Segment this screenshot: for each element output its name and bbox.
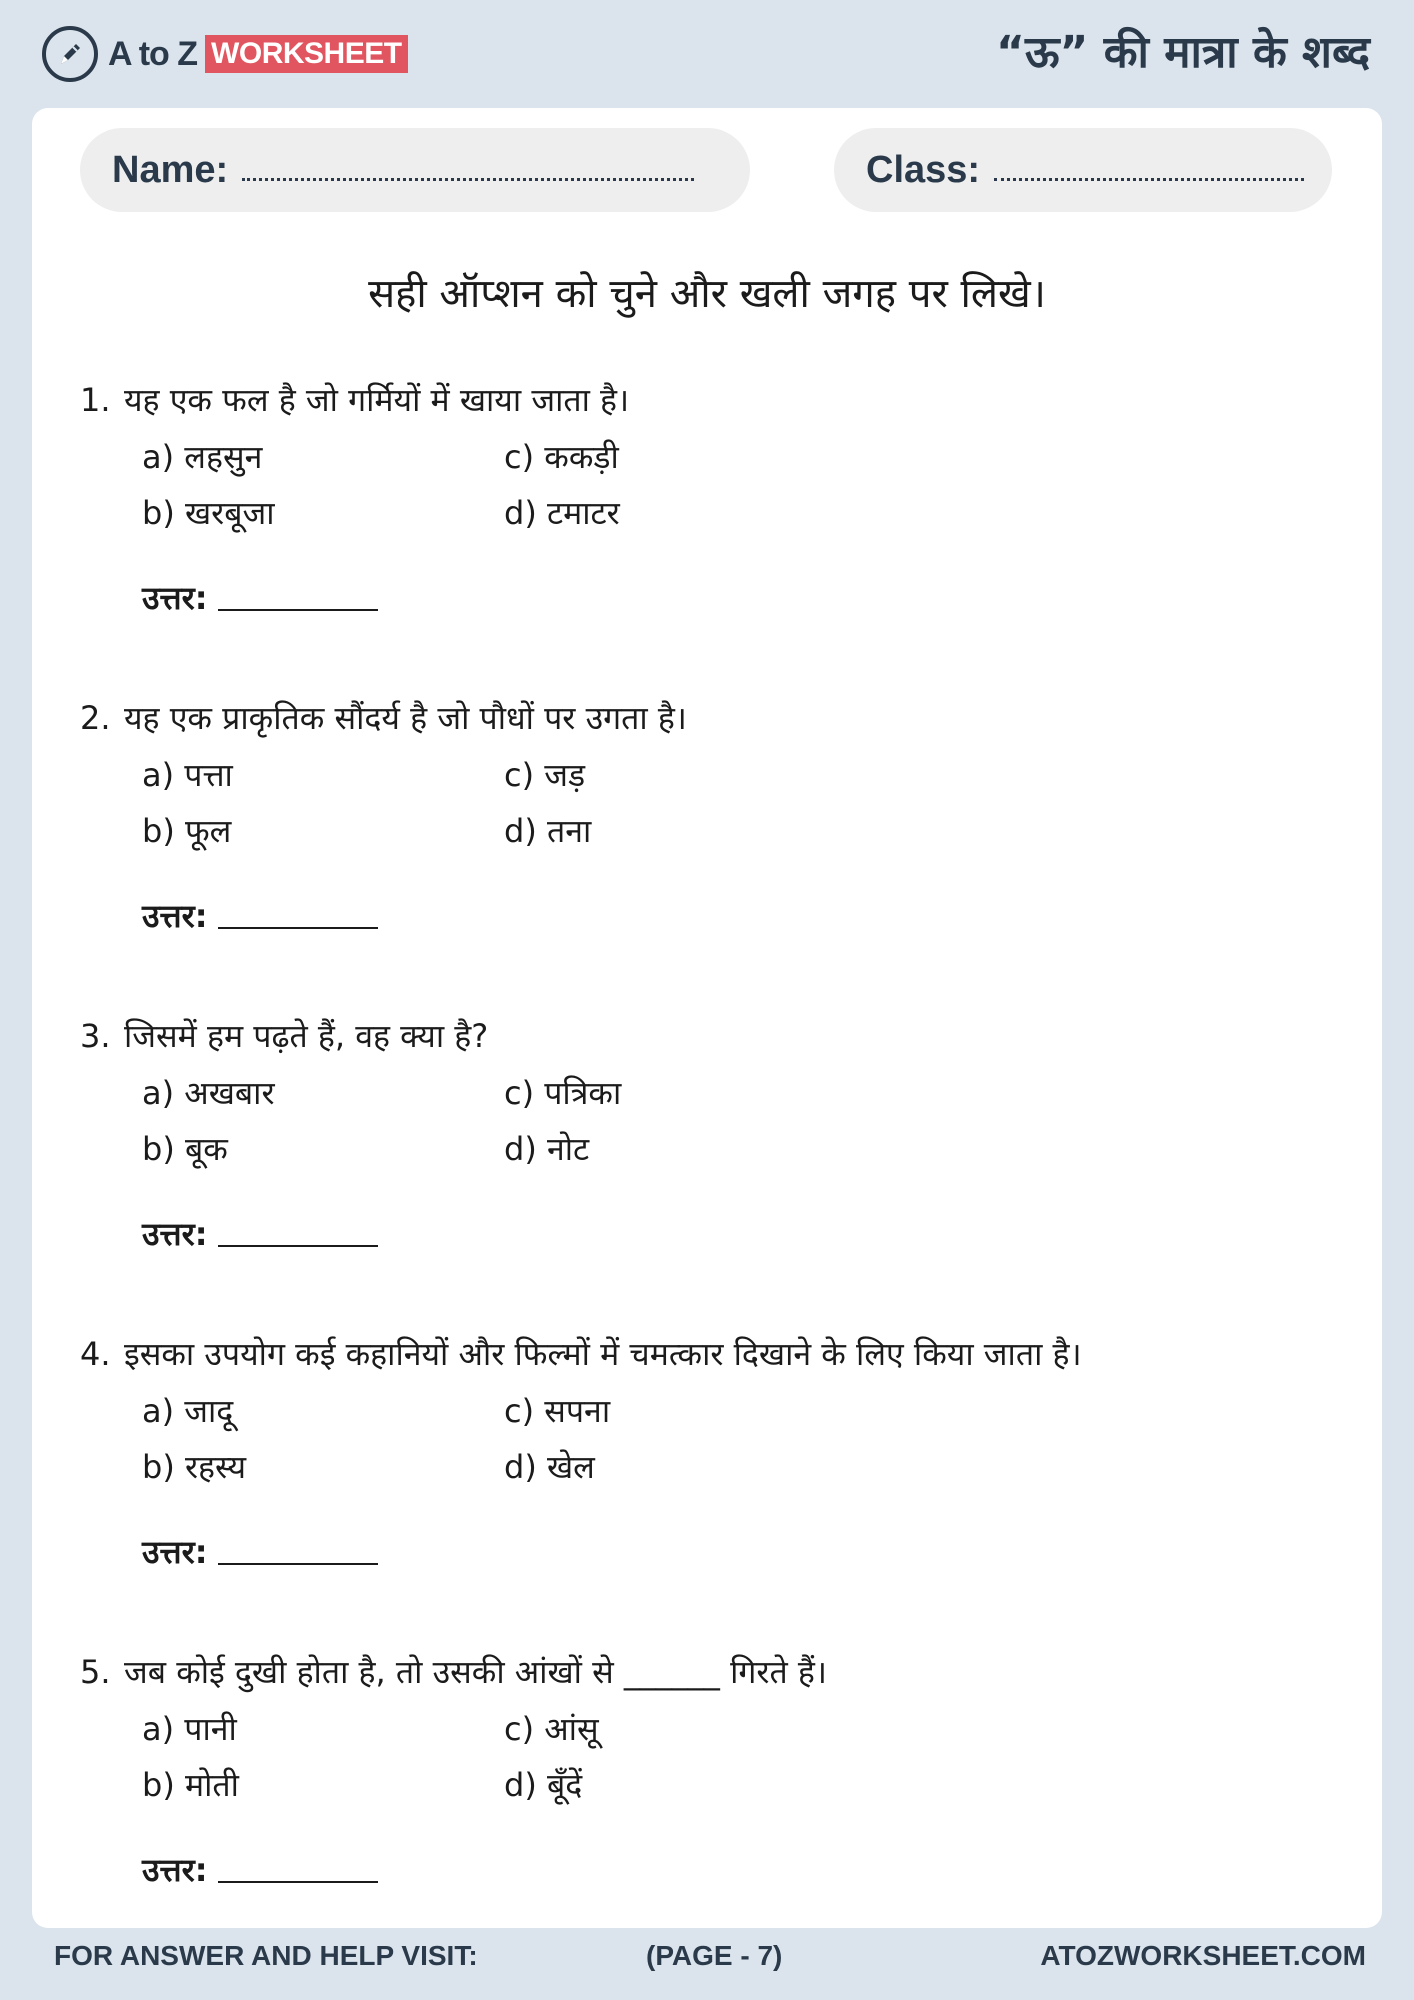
footer <box>0 1940 1414 1984</box>
answer-field[interactable] <box>142 1530 378 1573</box>
class-label: Class: <box>866 148 981 191</box>
question-3 <box>80 1014 1360 1253</box>
option-a[interactable]: a) लहसुन <box>142 438 263 476</box>
question-number: 4. <box>80 1335 111 1373</box>
question-text <box>80 1332 1360 1375</box>
question-5 <box>80 1650 1360 1889</box>
option-b[interactable]: b) बूक <box>142 1130 228 1168</box>
answer-label: उत्तर: <box>142 1215 208 1253</box>
option-b[interactable]: b) फूल <box>142 812 232 850</box>
option-b[interactable]: b) खरबूजा <box>142 494 275 532</box>
answer-label: उत्तर: <box>142 1533 208 1571</box>
option-a[interactable]: a) अखबार <box>142 1074 275 1112</box>
answer-line[interactable] <box>218 1881 378 1883</box>
options <box>80 1707 1360 1819</box>
option-d[interactable]: d) खेल <box>504 1448 595 1486</box>
option-d[interactable]: d) तना <box>504 812 592 850</box>
worksheet-title: “ऊ” की मात्रा के शब्द <box>996 27 1370 78</box>
option-a[interactable]: a) पत्ता <box>142 756 233 794</box>
answer-label: उत्तर: <box>142 1851 208 1889</box>
answer-field[interactable] <box>142 576 378 619</box>
question-number: 3. <box>80 1017 111 1055</box>
footer-help-text: FOR ANSWER AND HELP VISIT: <box>54 1940 478 1971</box>
option-c[interactable]: c) आंसू <box>504 1710 599 1748</box>
option-d[interactable]: d) नोट <box>504 1130 590 1168</box>
question-text <box>80 378 1360 421</box>
logo[interactable] <box>42 24 408 84</box>
option-d[interactable]: d) बूँदें <box>504 1766 583 1804</box>
pen-icon <box>42 26 98 82</box>
answer-label: उत्तर: <box>142 579 208 617</box>
answer-label: उत्तर: <box>142 897 208 935</box>
answer-field[interactable] <box>142 894 378 937</box>
class-field[interactable] <box>834 128 1332 212</box>
question-1 <box>80 378 1360 617</box>
logo-badge: WORKSHEET <box>205 35 408 73</box>
name-dotted-line <box>242 178 694 181</box>
option-c[interactable]: c) सपना <box>504 1392 611 1430</box>
question-number: 2. <box>80 699 111 737</box>
page-number: (PAGE - 7) <box>646 1940 783 1971</box>
question-body: यह एक फल है जो गर्मियों में खाया जाता है। <box>124 381 630 419</box>
question-body: जिसमें हम पढ़ते हैं, वह क्या है? <box>124 1017 489 1055</box>
option-d[interactable]: d) टमाटर <box>504 494 620 532</box>
question-text <box>80 1650 1360 1693</box>
worksheet-card <box>32 108 1382 1928</box>
option-c[interactable]: c) पत्रिका <box>504 1074 622 1112</box>
question-body: जब कोई दुखी होता है, तो उसकी आंखों से ______ गिरते हैं। <box>124 1653 828 1691</box>
option-a[interactable]: a) पानी <box>142 1710 237 1748</box>
answer-line[interactable] <box>218 609 378 611</box>
option-b[interactable]: b) मोती <box>142 1766 239 1804</box>
option-c[interactable]: c) ककड़ी <box>504 438 619 476</box>
question-2 <box>80 696 1360 935</box>
class-dotted-line <box>994 178 1304 181</box>
question-body: इसका उपयोग कई कहानियों और फिल्मों में चमत्कार दिखाने के लिए किया जाता है। <box>124 1335 1082 1373</box>
option-c[interactable]: c) जड़ <box>504 756 586 794</box>
options <box>80 1071 1360 1183</box>
question-text <box>80 1014 1360 1057</box>
options <box>80 1389 1360 1501</box>
question-number: 1. <box>80 381 111 419</box>
answer-field[interactable] <box>142 1848 378 1891</box>
options <box>80 753 1360 865</box>
answer-line[interactable] <box>218 1563 378 1565</box>
answer-field[interactable] <box>142 1212 378 1255</box>
header <box>0 0 1414 108</box>
website-link[interactable]: ATOZWORKSHEET.COM <box>1040 1940 1366 1971</box>
options <box>80 435 1360 547</box>
question-number: 5. <box>80 1653 111 1691</box>
name-field[interactable] <box>80 128 750 212</box>
option-b[interactable]: b) रहस्य <box>142 1448 247 1486</box>
logo-text: A to Z <box>108 34 198 73</box>
question-4 <box>80 1332 1360 1571</box>
question-text <box>80 696 1360 739</box>
name-label: Name: <box>112 148 229 191</box>
option-a[interactable]: a) जादू <box>142 1392 234 1430</box>
question-body: यह एक प्राकृतिक सौंदर्य है जो पौधों पर उगता है। <box>124 699 687 737</box>
answer-line[interactable] <box>218 927 378 929</box>
answer-line[interactable] <box>218 1245 378 1247</box>
instruction: सही ऑप्शन को चुने और खली जगह पर लिखे। <box>368 271 1046 317</box>
